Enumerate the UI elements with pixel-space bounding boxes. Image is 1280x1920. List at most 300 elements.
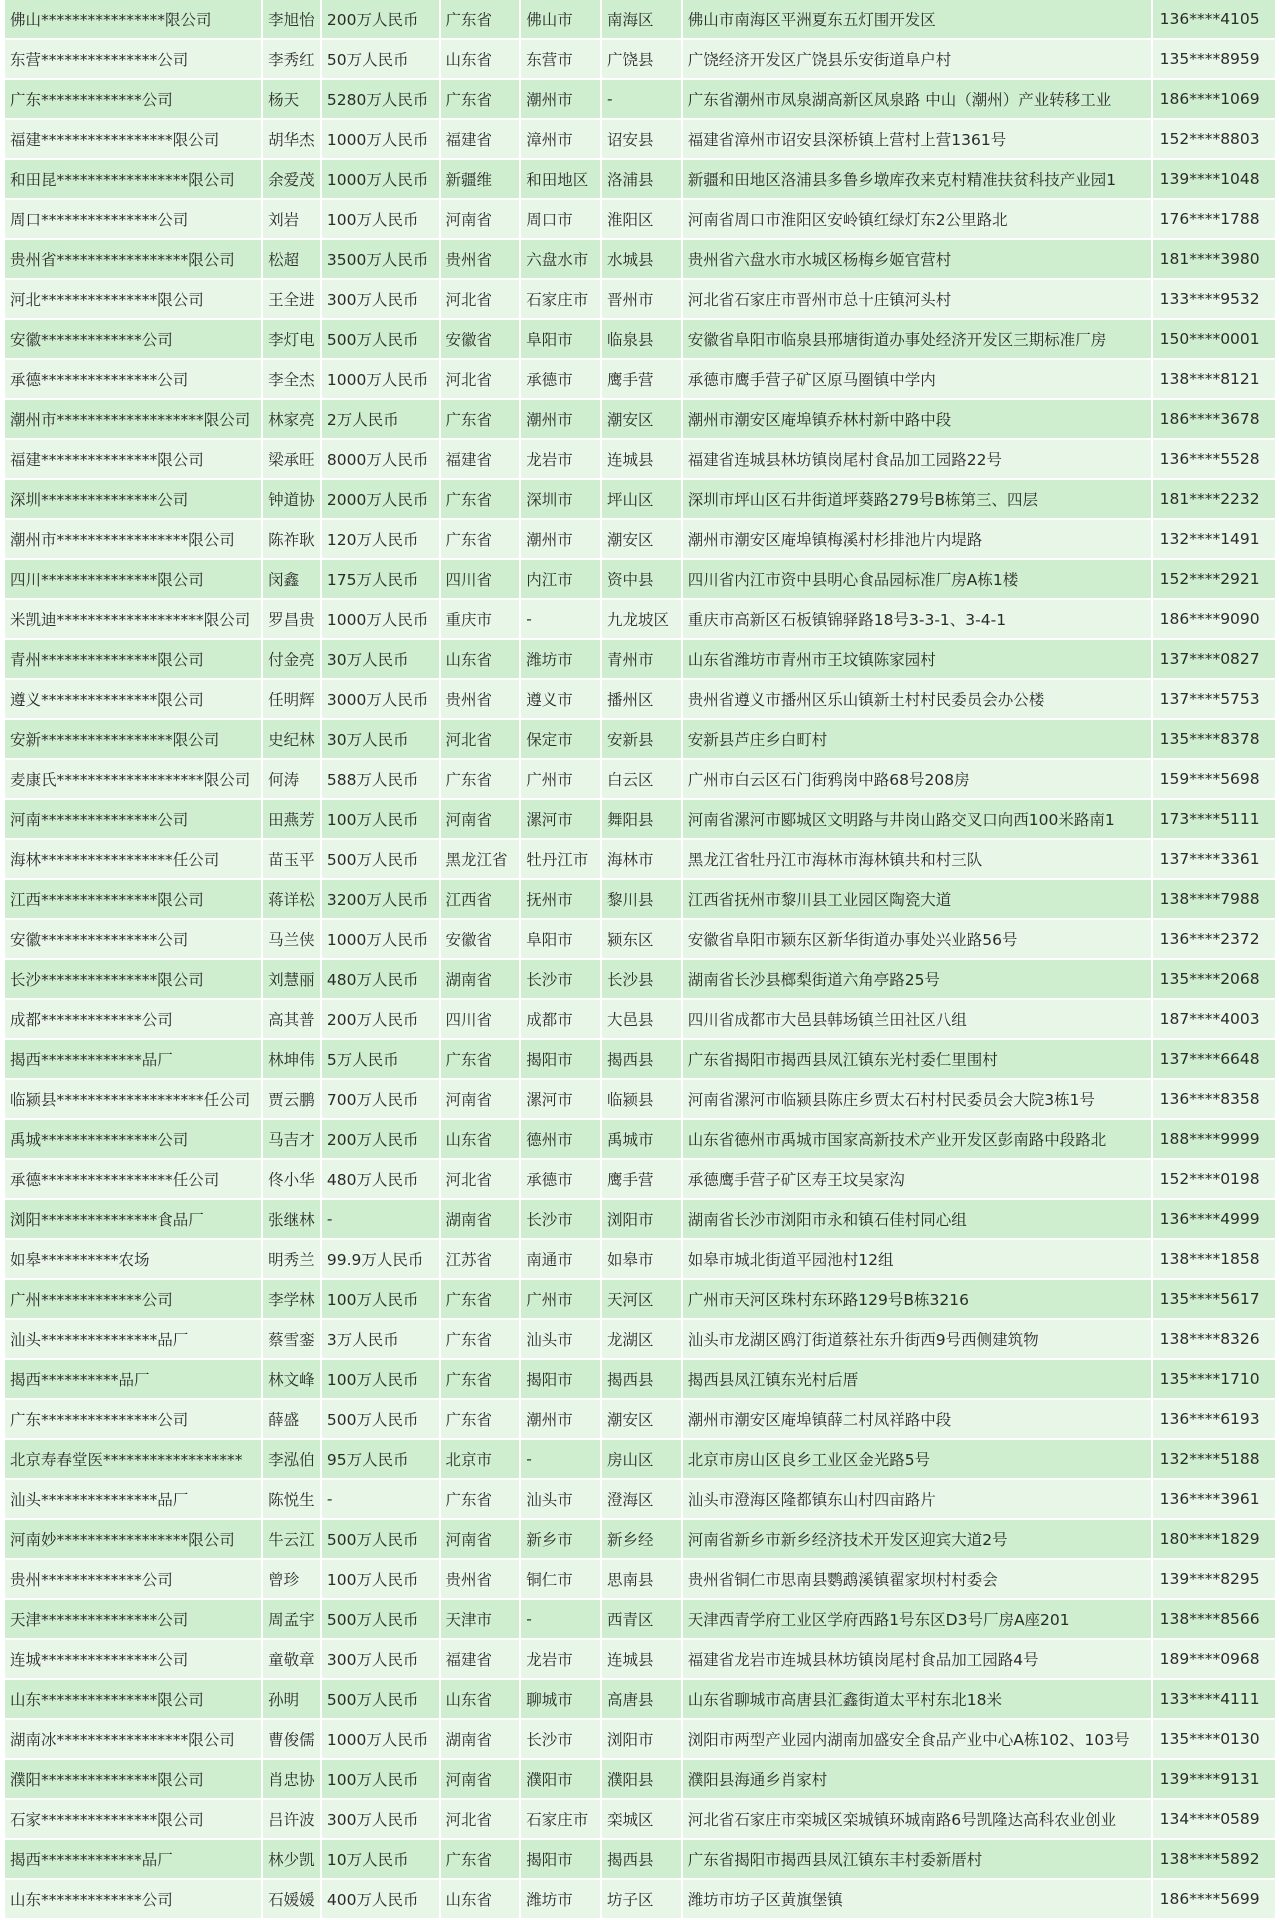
city-cell: 阜阳市 (521, 320, 602, 360)
person-cell: 高其普 (263, 1000, 322, 1040)
city-cell: 濮阳市 (521, 1760, 602, 1800)
capital-cell: 95万人民币 (322, 1440, 441, 1480)
company-cell: 米凯迪*******************限公司 (5, 600, 263, 640)
person-cell: 梁承旺 (263, 440, 322, 480)
table-row (5, 1200, 1275, 1240)
phone-cell: 138****8566 (1153, 1600, 1275, 1640)
district-cell: 潮安区 (602, 400, 683, 440)
city-cell: 保定市 (521, 720, 602, 760)
company-cell: 深圳***************公司 (5, 480, 263, 520)
phone-cell: 181****2232 (1153, 480, 1275, 520)
person-cell: 杨天 (263, 80, 322, 120)
address-cell: 北京市房山区良乡工业区金光路5号 (683, 1440, 1153, 1480)
person-cell: 田燕芳 (263, 800, 322, 840)
district-cell: 颍东区 (602, 920, 683, 960)
capital-cell: 2万人民币 (322, 400, 441, 440)
province-cell: 广东省 (441, 400, 522, 440)
city-cell: - (521, 1600, 602, 1640)
address-cell: 贵州省铜仁市思南县鹦鹉溪镇翟家坝村村委会 (683, 1560, 1153, 1600)
address-cell: 河南省新乡市新乡经济技术开发区迎宾大道2号 (683, 1520, 1153, 1560)
person-cell: 付金亮 (263, 640, 322, 680)
district-cell: 潮安区 (602, 520, 683, 560)
address-cell: 天津西青学府工业区学府西路1号东区D3号厂房A座201 (683, 1600, 1153, 1640)
address-cell: 贵州省六盘水市水城区杨梅乡姬官营村 (683, 240, 1153, 280)
capital-cell: 10万人民币 (322, 1840, 441, 1880)
person-cell: 贾云鹏 (263, 1080, 322, 1120)
table-row (5, 480, 1275, 520)
address-cell: 湖南省长沙市浏阳市永和镇石佳村同心组 (683, 1200, 1153, 1240)
province-cell: 四川省 (441, 560, 522, 600)
province-cell: 河北省 (441, 1800, 522, 1840)
table-row (5, 800, 1275, 840)
company-cell: 禹城***************公司 (5, 1120, 263, 1160)
person-cell: 曹俊儒 (263, 1720, 322, 1760)
person-cell: 松超 (263, 240, 322, 280)
district-cell: - (602, 80, 683, 120)
city-cell: 潮州市 (521, 520, 602, 560)
city-cell: 周口市 (521, 200, 602, 240)
company-cell: 青州***************限公司 (5, 640, 263, 680)
city-cell: 龙岩市 (521, 440, 602, 480)
records-table (5, 0, 1275, 1920)
table-row (5, 400, 1275, 440)
capital-cell: 8000万人民币 (322, 440, 441, 480)
district-cell: 连城县 (602, 1640, 683, 1680)
capital-cell: 1000万人民币 (322, 160, 441, 200)
table-row (5, 1880, 1275, 1920)
phone-cell: 136****4105 (1153, 0, 1275, 40)
table-row (5, 1120, 1275, 1160)
province-cell: 四川省 (441, 1000, 522, 1040)
capital-cell: 5万人民币 (322, 1040, 441, 1080)
district-cell: 长沙县 (602, 960, 683, 1000)
district-cell: 白云区 (602, 760, 683, 800)
phone-cell: 132****1491 (1153, 520, 1275, 560)
table-row (5, 40, 1275, 80)
city-cell: 和田地区 (521, 160, 602, 200)
city-cell: 长沙市 (521, 1720, 602, 1760)
district-cell: 水城县 (602, 240, 683, 280)
capital-cell: 3200万人民币 (322, 880, 441, 920)
province-cell: 山东省 (441, 1880, 522, 1920)
province-cell: 福建省 (441, 120, 522, 160)
address-cell: 新疆和田地区洛浦县多鲁乡墩库孜来克村精准扶贫科技产业园1 (683, 160, 1153, 200)
province-cell: 新疆维 (441, 160, 522, 200)
city-cell: 龙岩市 (521, 1640, 602, 1680)
province-cell: 江西省 (441, 880, 522, 920)
table-row (5, 0, 1275, 40)
company-cell: 广东***************公司 (5, 1400, 263, 1440)
province-cell: 江苏省 (441, 1240, 522, 1280)
phone-cell: 135****8959 (1153, 40, 1275, 80)
district-cell: 西青区 (602, 1600, 683, 1640)
table-row (5, 1360, 1275, 1400)
company-cell: 贵州*************公司 (5, 1560, 263, 1600)
capital-cell: 588万人民币 (322, 760, 441, 800)
district-cell: 连城县 (602, 440, 683, 480)
person-cell: 王全进 (263, 280, 322, 320)
phone-cell: 137****3361 (1153, 840, 1275, 880)
phone-cell: 136****3961 (1153, 1480, 1275, 1520)
province-cell: 安徽省 (441, 320, 522, 360)
district-cell: 浏阳市 (602, 1720, 683, 1760)
capital-cell: 30万人民币 (322, 720, 441, 760)
district-cell: 揭西县 (602, 1360, 683, 1400)
address-cell: 山东省德州市禹城市国家高新技术产业开发区彭南路中段路北 (683, 1120, 1153, 1160)
city-cell: 汕头市 (521, 1480, 602, 1520)
phone-cell: 186****3678 (1153, 400, 1275, 440)
city-cell: 成都市 (521, 1000, 602, 1040)
person-cell: 明秀兰 (263, 1240, 322, 1280)
address-cell: 河北省石家庄市晋州市总十庄镇河头村 (683, 280, 1153, 320)
person-cell: 林家亮 (263, 400, 322, 440)
address-cell: 潍坊市坊子区黄旗堡镇 (683, 1880, 1153, 1920)
province-cell: 山东省 (441, 1680, 522, 1720)
district-cell: 浏阳市 (602, 1200, 683, 1240)
province-cell: 河北省 (441, 720, 522, 760)
capital-cell: 100万人民币 (322, 1360, 441, 1400)
province-cell: 湖南省 (441, 960, 522, 1000)
company-cell: 福建*****************限公司 (5, 120, 263, 160)
phone-cell: 176****1788 (1153, 200, 1275, 240)
person-cell: 马兰侠 (263, 920, 322, 960)
phone-cell: 138****7988 (1153, 880, 1275, 920)
company-cell: 安徽***************公司 (5, 920, 263, 960)
table-row (5, 1560, 1275, 1600)
province-cell: 安徽省 (441, 920, 522, 960)
person-cell: 李泓伯 (263, 1440, 322, 1480)
city-cell: 漯河市 (521, 800, 602, 840)
province-cell: 河南省 (441, 1520, 522, 1560)
table-row (5, 1680, 1275, 1720)
company-cell: 揭西*************品厂 (5, 1840, 263, 1880)
person-cell: 陈悦生 (263, 1480, 322, 1520)
person-cell: 李灯电 (263, 320, 322, 360)
address-cell: 广饶经济开发区广饶县乐安街道阜户村 (683, 40, 1153, 80)
phone-cell: 134****0589 (1153, 1800, 1275, 1840)
province-cell: 河南省 (441, 1760, 522, 1800)
province-cell: 重庆市 (441, 600, 522, 640)
phone-cell: 135****8378 (1153, 720, 1275, 760)
province-cell: 湖南省 (441, 1200, 522, 1240)
city-cell: 德州市 (521, 1120, 602, 1160)
city-cell: - (521, 1440, 602, 1480)
capital-cell: 3000万人民币 (322, 680, 441, 720)
capital-cell: 500万人民币 (322, 1400, 441, 1440)
capital-cell: 500万人民币 (322, 1520, 441, 1560)
company-cell: 揭西*************品厂 (5, 1040, 263, 1080)
address-cell: 山东省聊城市高唐县汇鑫街道太平村东北18米 (683, 1680, 1153, 1720)
address-cell: 湖南省长沙县榔梨街道六角亭路25号 (683, 960, 1153, 1000)
records-body (5, 0, 1275, 1920)
company-cell: 麦康氏*******************限公司 (5, 760, 263, 800)
capital-cell: 300万人民币 (322, 1640, 441, 1680)
district-cell: 揭西县 (602, 1040, 683, 1080)
capital-cell: 500万人民币 (322, 1600, 441, 1640)
address-cell: 重庆市高新区石板镇锦驿路18号3-3-1、3-4-1 (683, 600, 1153, 640)
district-cell: 思南县 (602, 1560, 683, 1600)
company-cell: 福建***************限公司 (5, 440, 263, 480)
address-cell: 江西省抚州市黎川县工业园区陶瓷大道 (683, 880, 1153, 920)
person-cell: 何涛 (263, 760, 322, 800)
city-cell: 潮州市 (521, 400, 602, 440)
district-cell: 黎川县 (602, 880, 683, 920)
phone-cell: 135****2068 (1153, 960, 1275, 1000)
person-cell: 牛云江 (263, 1520, 322, 1560)
table-row (5, 240, 1275, 280)
phone-cell: 136****6193 (1153, 1400, 1275, 1440)
company-cell: 天津***************公司 (5, 1600, 263, 1640)
city-cell: 承德市 (521, 360, 602, 400)
company-cell: 周口***************公司 (5, 200, 263, 240)
province-cell: 广东省 (441, 760, 522, 800)
province-cell: 广东省 (441, 1360, 522, 1400)
district-cell: 舞阳县 (602, 800, 683, 840)
province-cell: 广东省 (441, 480, 522, 520)
city-cell: 漳州市 (521, 120, 602, 160)
company-cell: 河北***************限公司 (5, 280, 263, 320)
table-row (5, 960, 1275, 1000)
district-cell: 资中县 (602, 560, 683, 600)
company-cell: 和田昆*****************限公司 (5, 160, 263, 200)
province-cell: 广东省 (441, 1480, 522, 1520)
table-row (5, 1640, 1275, 1680)
company-cell: 承德*****************任公司 (5, 1160, 263, 1200)
city-cell: 汕头市 (521, 1320, 602, 1360)
address-cell: 浏阳市两型产业园内湖南加盛安全食品产业中心A栋102、103号 (683, 1720, 1153, 1760)
person-cell: 肖忠协 (263, 1760, 322, 1800)
address-cell: 贵州省遵义市播州区乐山镇新土村村民委员会办公楼 (683, 680, 1153, 720)
company-cell: 河南妙*****************限公司 (5, 1520, 263, 1560)
person-cell: 薛盛 (263, 1400, 322, 1440)
phone-cell: 186****1069 (1153, 80, 1275, 120)
capital-cell: 99.9万人民币 (322, 1240, 441, 1280)
address-cell: 广东省揭阳市揭西县凤江镇东光村委仁里围村 (683, 1040, 1153, 1080)
city-cell: 揭阳市 (521, 1840, 602, 1880)
district-cell: 晋州市 (602, 280, 683, 320)
phone-cell: 138****8121 (1153, 360, 1275, 400)
company-cell: 广东*************公司 (5, 80, 263, 120)
person-cell: 李秀红 (263, 40, 322, 80)
capital-cell: 300万人民币 (322, 1800, 441, 1840)
table-row (5, 440, 1275, 480)
company-cell: 安新*****************限公司 (5, 720, 263, 760)
city-cell: 广州市 (521, 760, 602, 800)
province-cell: 福建省 (441, 1640, 522, 1680)
province-cell: 山东省 (441, 640, 522, 680)
person-cell: 曾珍 (263, 1560, 322, 1600)
company-cell: 广州*************公司 (5, 1280, 263, 1320)
capital-cell: 200万人民币 (322, 1000, 441, 1040)
company-cell: 临颍县*******************任公司 (5, 1080, 263, 1120)
province-cell: 河北省 (441, 280, 522, 320)
phone-cell: 180****1829 (1153, 1520, 1275, 1560)
company-cell: 濮阳***************限公司 (5, 1760, 263, 1800)
company-cell: 山东*************公司 (5, 1880, 263, 1920)
district-cell: 大邑县 (602, 1000, 683, 1040)
address-cell: 广东省潮州市凤泉湖高新区凤泉路 中山（潮州）产业转移工业 (683, 80, 1153, 120)
phone-cell: 136****5528 (1153, 440, 1275, 480)
person-cell: 佟小华 (263, 1160, 322, 1200)
table-row (5, 1080, 1275, 1120)
city-cell: 深圳市 (521, 480, 602, 520)
table-row (5, 1320, 1275, 1360)
city-cell: 揭阳市 (521, 1040, 602, 1080)
province-cell: 天津市 (441, 1600, 522, 1640)
company-cell: 河南***************公司 (5, 800, 263, 840)
person-cell: 任明辉 (263, 680, 322, 720)
address-cell: 四川省内江市资中县明心食品园标准厂房A栋1楼 (683, 560, 1153, 600)
city-cell: 石家庄市 (521, 280, 602, 320)
capital-cell: 100万人民币 (322, 200, 441, 240)
capital-cell: 1000万人民币 (322, 360, 441, 400)
city-cell: 抚州市 (521, 880, 602, 920)
city-cell: 长沙市 (521, 1200, 602, 1240)
table-row (5, 720, 1275, 760)
table-row (5, 1240, 1275, 1280)
district-cell: 潮安区 (602, 1400, 683, 1440)
person-cell: 钟道协 (263, 480, 322, 520)
city-cell: 遵义市 (521, 680, 602, 720)
city-cell: 内江市 (521, 560, 602, 600)
province-cell: 河南省 (441, 1080, 522, 1120)
company-cell: 揭西**********品厂 (5, 1360, 263, 1400)
district-cell: 高唐县 (602, 1680, 683, 1720)
address-cell: 汕头市澄海区隆都镇东山村四亩路片 (683, 1480, 1153, 1520)
table-row (5, 280, 1275, 320)
table-row (5, 1720, 1275, 1760)
city-cell: 漯河市 (521, 1080, 602, 1120)
company-cell: 汕头***************品厂 (5, 1320, 263, 1360)
city-cell: 佛山市 (521, 0, 602, 40)
phone-cell: 135****5617 (1153, 1280, 1275, 1320)
district-cell: 诏安县 (602, 120, 683, 160)
capital-cell: 480万人民币 (322, 1160, 441, 1200)
district-cell: 濮阳县 (602, 1760, 683, 1800)
province-cell: 广东省 (441, 1320, 522, 1360)
table-row (5, 640, 1275, 680)
phone-cell: 136****8358 (1153, 1080, 1275, 1120)
capital-cell: 500万人民币 (322, 320, 441, 360)
table-row (5, 1520, 1275, 1560)
capital-cell: 120万人民币 (322, 520, 441, 560)
address-cell: 福建省漳州市诏安县深桥镇上营村上营1361号 (683, 120, 1153, 160)
district-cell: 禹城市 (602, 1120, 683, 1160)
province-cell: 河北省 (441, 360, 522, 400)
phone-cell: 135****0130 (1153, 1720, 1275, 1760)
district-cell: 海林市 (602, 840, 683, 880)
district-cell: 临泉县 (602, 320, 683, 360)
phone-cell: 136****4999 (1153, 1200, 1275, 1240)
address-cell: 四川省成都市大邑县韩场镇兰田社区八组 (683, 1000, 1153, 1040)
address-cell: 河南省漯河市郾城区文明路与井岗山路交叉口向西100米路南1 (683, 800, 1153, 840)
province-cell: 广东省 (441, 1840, 522, 1880)
person-cell: 周孟宇 (263, 1600, 322, 1640)
phone-cell: 159****5698 (1153, 760, 1275, 800)
city-cell: 广州市 (521, 1280, 602, 1320)
province-cell: 湖南省 (441, 1720, 522, 1760)
capital-cell: 300万人民币 (322, 280, 441, 320)
city-cell: 潍坊市 (521, 640, 602, 680)
district-cell: 淮阳区 (602, 200, 683, 240)
table-row (5, 1760, 1275, 1800)
phone-cell: 137****0827 (1153, 640, 1275, 680)
phone-cell: 139****8295 (1153, 1560, 1275, 1600)
table-row (5, 840, 1275, 880)
person-cell: 林文峰 (263, 1360, 322, 1400)
district-cell: 天河区 (602, 1280, 683, 1320)
capital-cell: 500万人民币 (322, 840, 441, 880)
table-row (5, 80, 1275, 120)
district-cell: 栾城区 (602, 1800, 683, 1840)
address-cell: 广州市天河区珠村东环路129号B栋3216 (683, 1280, 1153, 1320)
city-cell: 揭阳市 (521, 1360, 602, 1400)
company-cell: 如皋**********农场 (5, 1240, 263, 1280)
table-row (5, 760, 1275, 800)
phone-cell: 135****1710 (1153, 1360, 1275, 1400)
district-cell: 坊子区 (602, 1880, 683, 1920)
table-row (5, 1600, 1275, 1640)
city-cell: 牡丹江市 (521, 840, 602, 880)
capital-cell: - (322, 1200, 441, 1240)
table-row (5, 920, 1275, 960)
district-cell: 安新县 (602, 720, 683, 760)
address-cell: 深圳市坪山区石井街道坪葵路279号B栋第三、四层 (683, 480, 1153, 520)
capital-cell: 480万人民币 (322, 960, 441, 1000)
company-cell: 佛山****************限公司 (5, 0, 263, 40)
capital-cell: 1000万人民币 (322, 120, 441, 160)
address-cell: 山东省潍坊市青州市王坟镇陈家园村 (683, 640, 1153, 680)
capital-cell: 1000万人民币 (322, 600, 441, 640)
province-cell: 贵州省 (441, 680, 522, 720)
table-row (5, 200, 1275, 240)
district-cell: 洛浦县 (602, 160, 683, 200)
company-cell: 连城***************公司 (5, 1640, 263, 1680)
table-row (5, 1040, 1275, 1080)
table-row (5, 160, 1275, 200)
person-cell: 林少凯 (263, 1840, 322, 1880)
capital-cell: 5280万人民币 (322, 80, 441, 120)
city-cell: 铜仁市 (521, 1560, 602, 1600)
district-cell: 鹰手营 (602, 1160, 683, 1200)
person-cell: 罗昌贵 (263, 600, 322, 640)
city-cell: 聊城市 (521, 1680, 602, 1720)
district-cell: 龙湖区 (602, 1320, 683, 1360)
phone-cell: 139****9131 (1153, 1760, 1275, 1800)
company-cell: 潮州市*****************限公司 (5, 520, 263, 560)
person-cell: 马吉才 (263, 1120, 322, 1160)
city-cell: 东营市 (521, 40, 602, 80)
address-cell: 佛山市南海区平洲夏东五灯围开发区 (683, 0, 1153, 40)
person-cell: 林坤伟 (263, 1040, 322, 1080)
company-cell: 北京寿春堂医****************** (5, 1440, 263, 1480)
district-cell: 房山区 (602, 1440, 683, 1480)
company-cell: 安徽*************公司 (5, 320, 263, 360)
phone-cell: 133****4111 (1153, 1680, 1275, 1720)
province-cell: 贵州省 (441, 1560, 522, 1600)
person-cell: 李学林 (263, 1280, 322, 1320)
capital-cell: 3万人民币 (322, 1320, 441, 1360)
capital-cell: 100万人民币 (322, 1560, 441, 1600)
table-row (5, 1800, 1275, 1840)
capital-cell: 700万人民币 (322, 1080, 441, 1120)
person-cell: 童敬章 (263, 1640, 322, 1680)
district-cell: 如皋市 (602, 1240, 683, 1280)
capital-cell: - (322, 1480, 441, 1520)
person-cell: 蔡雪銮 (263, 1320, 322, 1360)
address-cell: 揭西县凤江镇东光村后厝 (683, 1360, 1153, 1400)
phone-cell: 186****5699 (1153, 1880, 1275, 1920)
